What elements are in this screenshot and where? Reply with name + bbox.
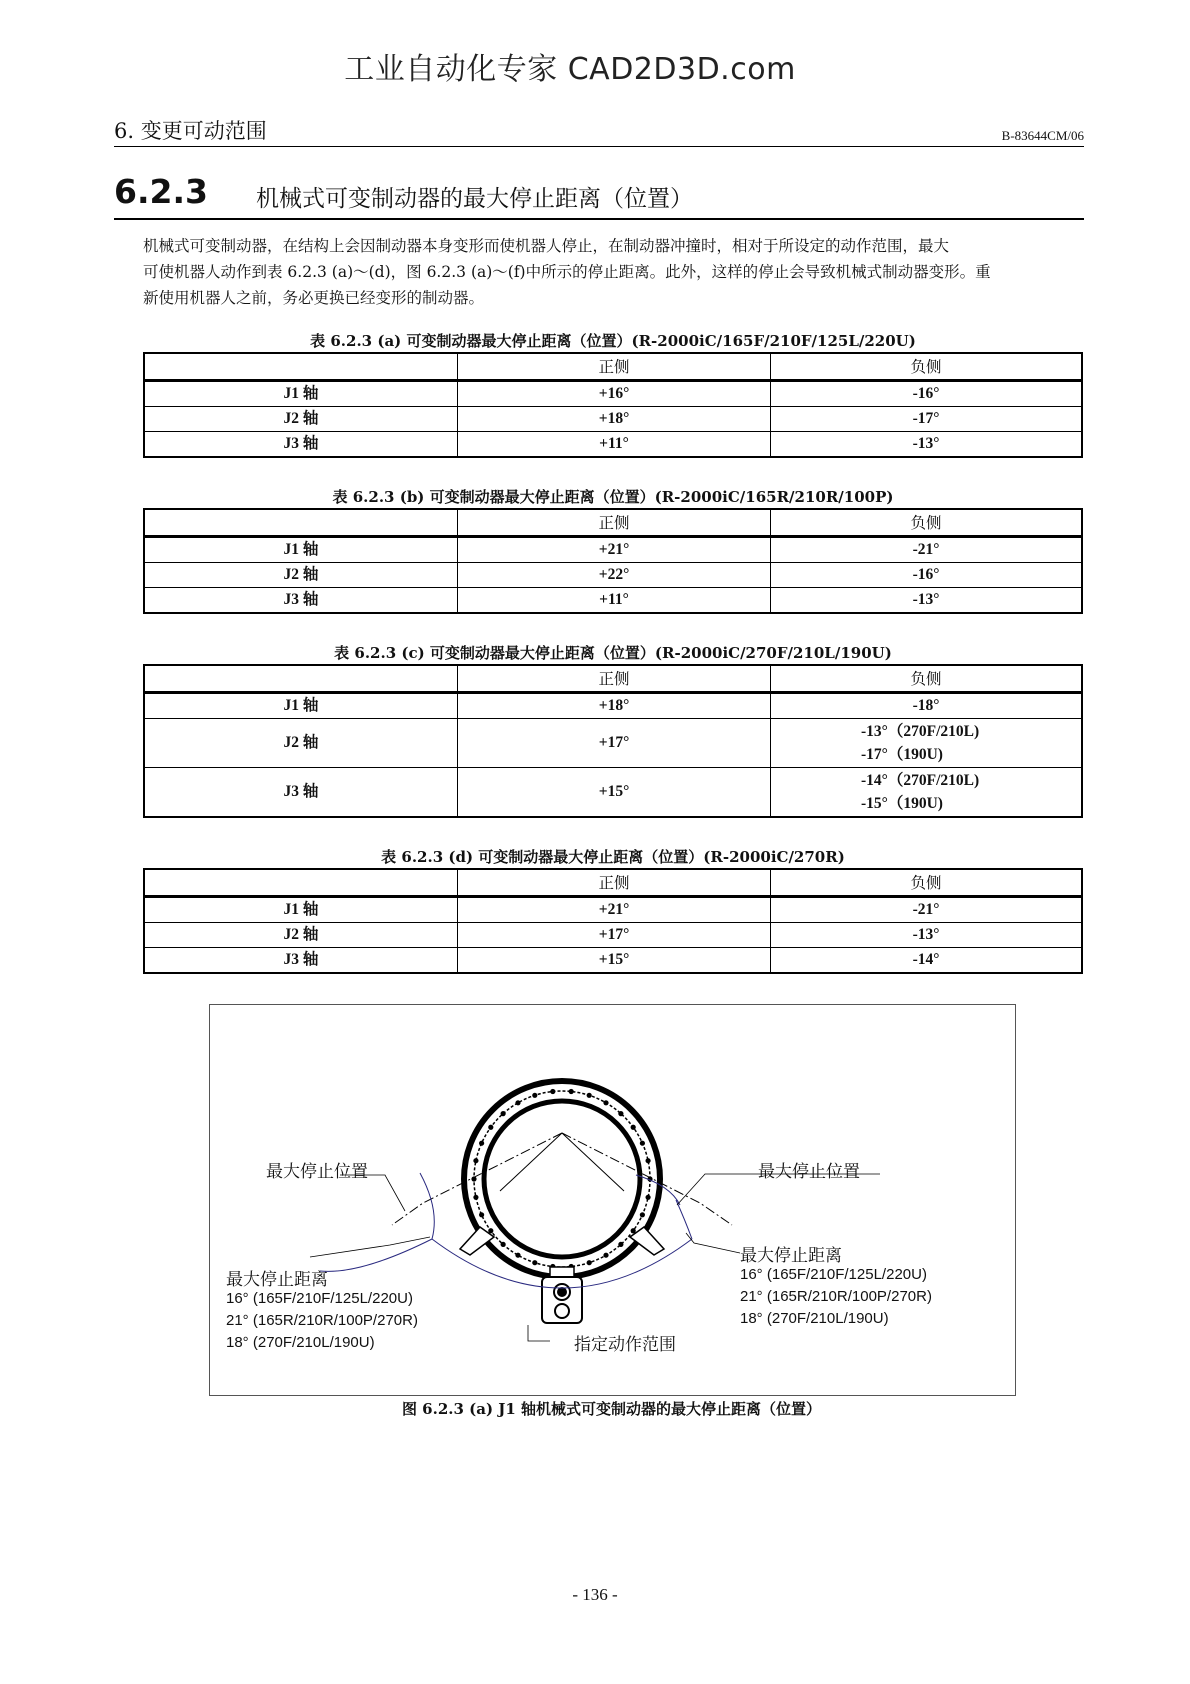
bolt-hole (587, 1260, 592, 1265)
table-d (143, 868, 1083, 974)
table-row (144, 407, 1082, 432)
bolt-holes (471, 1089, 652, 1269)
bolt-hole (532, 1260, 537, 1265)
negative-cell: -13° (771, 588, 1083, 614)
negative-value: -13°（270F/210L) (861, 723, 980, 740)
stopper-block (542, 1277, 582, 1323)
bolt-hole (640, 1212, 645, 1217)
axis-cell: J3 轴 (144, 588, 458, 614)
bolt-hole (550, 1089, 555, 1094)
label-max-stop-pos-left: 最大停止位置 (266, 1162, 368, 1182)
running-header (114, 118, 1084, 147)
negative-cell: -16° (771, 381, 1083, 407)
table-a (143, 352, 1083, 458)
figure-caption: 图 6.2.3 (a) J1 轴机械式可变制动器的最大停止距离（位置） (401, 1400, 822, 1418)
bolt-hole (603, 1100, 608, 1105)
label-operating-range: 指定动作范围 (574, 1335, 676, 1355)
bolt-hole (603, 1253, 608, 1258)
negative-cell: -14° (771, 948, 1083, 974)
negative-cell: -21° (771, 897, 1083, 923)
negative-cell: -16° (771, 563, 1083, 588)
bolt-hole (532, 1093, 537, 1098)
positive-cell: +16° (458, 381, 771, 407)
chapter-title: 6. 变更可动范围 (114, 119, 267, 143)
axis-cell: J2 轴 (144, 719, 458, 768)
positive-cell: +17° (458, 719, 771, 768)
table-b (143, 508, 1083, 614)
axis-cell: J1 轴 (144, 537, 458, 563)
body-line: 可使机器人动作到表 6.2.3 (a)～(d)，图 6.2.3 (a)～(f)中所示的停止距离。此外，这样的停止会导致机械式制动器变形。重 (143, 263, 991, 281)
table-row (144, 537, 1082, 563)
positive-cell: +21° (458, 537, 771, 563)
bolt-hole (479, 1141, 484, 1146)
table-b-caption: 表 6.2.3 (b) 可变制动器最大停止距离（位置）(R-2000iC/165R/210R/100P) (332, 488, 894, 506)
bolt-hole (515, 1100, 520, 1105)
section-number: 6.2.3 (114, 172, 208, 211)
bolt-hole (631, 1125, 636, 1130)
value-right: 21° (165R/210R/100P/270R) (740, 1288, 932, 1305)
table-c-caption: 表 6.2.3 (c) 可变制动器最大停止距离（位置）(R-2000iC/270F/210L/190U) (334, 644, 892, 662)
table-row (144, 948, 1082, 974)
negative-value: -14°（270F/210L) (861, 772, 980, 789)
positive-cell: +22° (458, 563, 771, 588)
header-positive: 正侧 (458, 869, 771, 897)
negative-value: -15°（190U) (861, 795, 943, 812)
label-max-stop-dist-left: 最大停止距离 (226, 1270, 328, 1290)
positive-cell: +11° (458, 588, 771, 614)
document-id: B-83644CM/06 (1001, 128, 1084, 143)
section-title: 机械式可变制动器的最大停止距离（位置） (256, 186, 693, 212)
positive-cell: +17° (458, 923, 771, 948)
body-line: 机械式可变制动器，在结构上会因制动器本身变形而使机器人停止，在制动器冲撞时，相对于所设定的动作范围，最大 (143, 237, 950, 255)
bolt-hole (515, 1253, 520, 1258)
axis-cell: J1 轴 (144, 897, 458, 923)
bolt-hole (569, 1089, 574, 1094)
bolt-hole (501, 1111, 506, 1116)
header-positive: 正侧 (458, 665, 771, 693)
bolt-hole (618, 1111, 623, 1116)
mount-lugs (460, 1227, 664, 1277)
table-c (143, 664, 1083, 818)
table-row (144, 897, 1082, 923)
header-positive: 正侧 (458, 353, 771, 381)
bolt-hole (640, 1141, 645, 1146)
watermark-text: 工业自动化专家 CAD2D3D.com (344, 52, 796, 87)
table-row (144, 719, 1082, 768)
bolt-hole (645, 1158, 650, 1163)
body-paragraph (143, 233, 1083, 311)
table-row (144, 432, 1082, 458)
bolt-hole (479, 1212, 484, 1217)
header-negative: 负侧 (771, 665, 1083, 693)
value-left: 18° (270F/210L/190U) (226, 1334, 375, 1351)
bolt-hole (473, 1158, 478, 1163)
positive-cell: +21° (458, 897, 771, 923)
positive-cell: +18° (458, 407, 771, 432)
positive-cell: +18° (458, 693, 771, 719)
robot-base-ring (464, 1081, 660, 1277)
negative-cell: -13° (771, 923, 1083, 948)
axis-cell: J1 轴 (144, 381, 458, 407)
bolt-hole (501, 1242, 506, 1247)
header-negative: 负侧 (771, 353, 1083, 381)
negative-cell: -18° (771, 693, 1083, 719)
negative-cell: -17° (771, 407, 1083, 432)
positive-cell: +15° (458, 948, 771, 974)
bolt-hole (473, 1195, 478, 1200)
bolt-hole (618, 1242, 623, 1247)
value-right: 18° (270F/210L/190U) (740, 1310, 889, 1327)
positive-cell: +15° (458, 768, 771, 818)
bolt-hole (587, 1093, 592, 1098)
value-right: 16° (165F/210F/125L/220U) (740, 1266, 927, 1283)
axis-cell: J2 轴 (144, 563, 458, 588)
value-left: 16° (165F/210F/125L/220U) (226, 1290, 413, 1307)
table-row (144, 923, 1082, 948)
body-line: 新使用机器人之前，务必更换已经变形的制动器。 (143, 289, 485, 307)
value-left: 21° (165R/210R/100P/270R) (226, 1312, 418, 1329)
header-blank (144, 509, 458, 537)
axis-cell: J3 轴 (144, 432, 458, 458)
header-blank (144, 353, 458, 381)
header-negative: 负侧 (771, 509, 1083, 537)
bolt-hole (488, 1125, 493, 1130)
figure-frame (209, 1004, 1016, 1396)
negative-cell (771, 719, 1083, 768)
max-distance-arc-left (320, 1173, 434, 1271)
header-negative: 负侧 (771, 869, 1083, 897)
positive-cell: +11° (458, 432, 771, 458)
table-row (144, 768, 1082, 818)
axis-cell: J3 轴 (144, 948, 458, 974)
negative-cell: -13° (771, 432, 1083, 458)
header-positive: 正侧 (458, 509, 771, 537)
table-a-caption: 表 6.2.3 (a) 可变制动器最大停止距离（位置）(R-2000iC/165F/210F/125L/220U) (310, 332, 916, 350)
header-blank (144, 869, 458, 897)
label-max-stop-pos-right: 最大停止位置 (758, 1162, 860, 1182)
axis-cell: J3 轴 (144, 768, 458, 818)
section-heading (114, 172, 1084, 220)
label-max-stop-dist-right: 最大停止距离 (740, 1246, 842, 1266)
header-blank (144, 665, 458, 693)
negative-value: -17°（190U) (861, 746, 943, 763)
page-number: - 136 - (572, 1585, 618, 1604)
table-d-caption: 表 6.2.3 (d) 可变制动器最大停止距离（位置）(R-2000iC/270R) (381, 848, 845, 866)
negative-cell (771, 768, 1083, 818)
table-row (144, 693, 1082, 719)
negative-cell: -21° (771, 537, 1083, 563)
axis-cell: J2 轴 (144, 923, 458, 948)
bolt-hole (645, 1195, 650, 1200)
table-row (144, 588, 1082, 614)
table-row (144, 563, 1082, 588)
max-distance-arc-right (676, 1200, 692, 1239)
table-row (144, 381, 1082, 407)
axis-cell: J1 轴 (144, 693, 458, 719)
axis-cell: J2 轴 (144, 407, 458, 432)
